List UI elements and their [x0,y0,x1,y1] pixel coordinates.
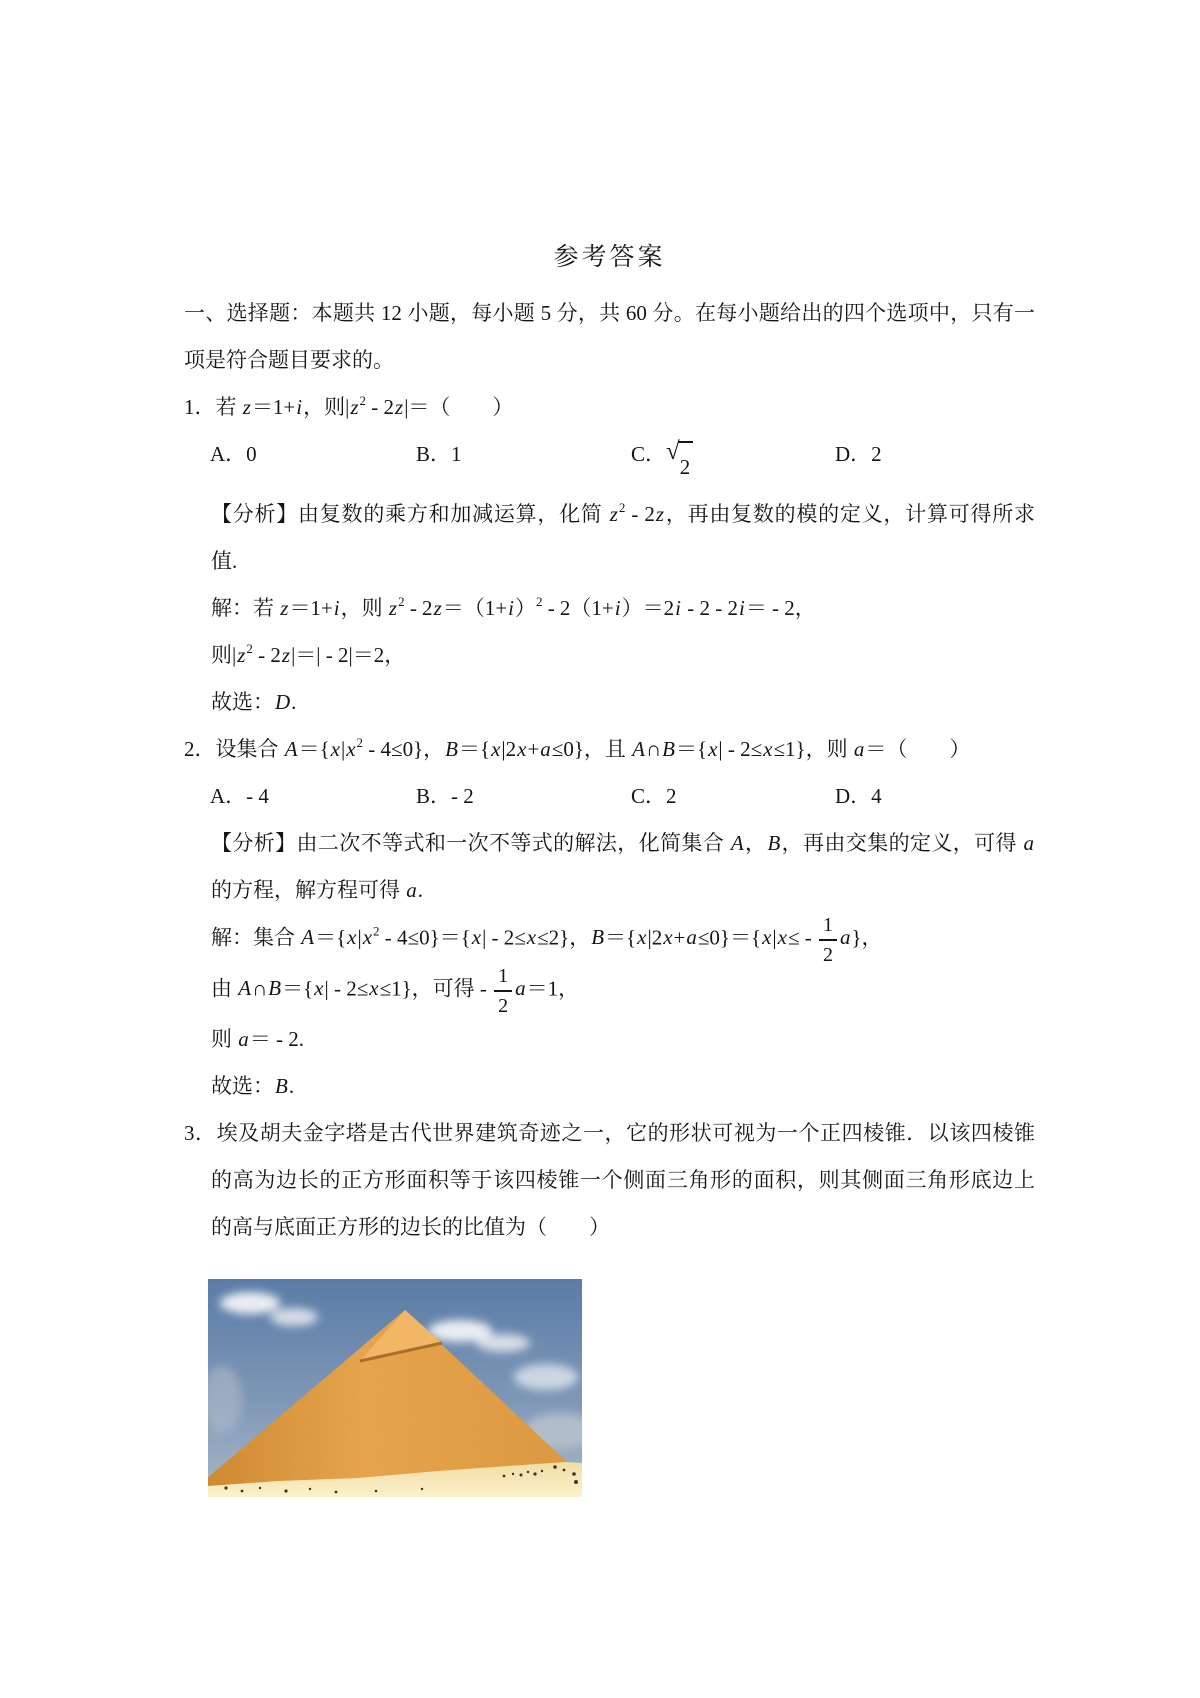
section-heading-cont: 项是符合题目要求的。 [184,348,394,372]
math-variable: i [508,596,514,620]
math-variable: a [1023,831,1035,855]
math-variable: i [675,596,681,620]
fraction [494,965,512,1016]
math-variable: z [242,395,251,419]
fraction-numerator: 1 [819,914,837,941]
superscript: 2 [373,923,380,939]
superscript: 2 [618,500,626,515]
math-variable: A [632,737,645,761]
math-variable: x [471,925,482,950]
q2-solution-3: 则 a＝ - 2. [211,1027,304,1051]
option-cell: D．2 [835,442,882,466]
math-variable: a [853,737,865,761]
math-variable: a [515,976,526,1001]
math-variable: x [663,925,673,950]
math-variable: a [686,925,697,950]
radical [666,438,693,491]
math-variable: i [614,596,621,620]
math-variable: z [281,643,291,667]
math-variable: z [433,596,442,620]
q2-answer: 故选：B. [211,1074,295,1098]
section-heading: 一、选择题：本题共 12 小题，每小题 5 分，共 60 分。在每小题给出的四个选项中，只有一 [184,301,1035,325]
math-variable: i [738,596,745,620]
q1-solution-2: 则$|z^2 - 2z|=| - 2|=2$， [211,641,406,667]
fraction-numerator: 1 [494,965,512,992]
fraction-denominator: 2 [822,944,833,966]
math-variable: B [275,1074,288,1098]
option-cell: A．- 4 [210,784,269,808]
option-cell: D．4 [835,784,882,808]
q2-analysis: 【分析】由二次不等式和一次不等式的解法，化简集合 A，B，再由交集的定义，可得 a [211,831,1035,855]
q2-options [184,773,1035,820]
math-variable: a [406,878,417,902]
q1-answer: 故选：D. [211,690,297,714]
q3-stem-cont-2: 的高与底面正方形的边长的比值为（ ） [211,1215,610,1239]
radical-sign-icon: √ [666,438,680,465]
radicand: 2 [678,441,694,491]
math-variable: B [662,737,675,761]
math-variable: B [767,831,781,855]
option-cell: B．- 2 [416,784,474,808]
math-variable: x [708,737,718,761]
q1-solution-1: 解：若 z＝1+i，则 $z^2 - 2z=(1+i)^2 - 2(1+i)=2i - 2 - 2i= - 2$， [211,594,816,620]
q1-stem: 1．若 z＝1+i，则$|z^2 - 2z|=$（ ） [184,393,514,419]
q2-analysis-cont: 的方程，解方程可得 a. [211,878,423,902]
math-variable: x [517,737,527,761]
superscript: 2 [359,393,367,408]
q1-analysis: 【分析】由复数的乘方和加减运算，化简 $z^2 - 2z$，再由复数的模的定义，计算可得所求 [211,500,1035,526]
q1-options [184,431,1035,491]
math-variable: x [762,925,772,950]
math-variable: A [730,831,744,855]
q3-stem: 3．埃及胡夫金字塔是古代世界建筑奇迹之一，它的形状可视为一个正四棱锥．以该四棱锥 [184,1121,1035,1145]
math-variable: A [301,925,315,950]
math-variable: B [268,976,282,1001]
q3-stem-cont-1: 的高为边长的正方形面积等于该四棱锥一个侧面三角形的面积，则其侧面三角形底边上 [211,1168,1035,1192]
math-variable: x [637,925,647,950]
q2-stem: 2．设集合 $A=\{x|x^2 - 4\le 0\}$，B＝{x|2x+a≤0}，且 A∩B＝{x| - 2≤x≤1}，则 a＝（ ） [184,735,971,761]
option-cell: C．2 [631,784,677,808]
math-variable: x [314,976,324,1001]
fraction-denominator: 2 [498,995,509,1017]
superscript: 2 [246,641,253,656]
q1-analysis-cont: 值. [211,549,238,573]
math-variable: x [346,737,356,761]
math-variable: a [839,925,851,950]
math-variable: x [347,925,357,950]
q2-solution-1: 解：集合 $A=\{x|x^2 - 4\le 0\}=\{x| - 2\le x\le 2\}$，B＝{x|2x+a≤0}＝{x|x≤ - $\frac{1}{2}$ a}， [211,914,883,966]
math-variable: x [369,976,379,1001]
math-variable: x [362,925,373,950]
math-variable: A [284,737,298,761]
math-variable: B [591,925,605,950]
math-variable: z [609,502,618,526]
superscript: 2 [535,594,543,609]
math-variable: z [395,395,404,419]
math-variable: B [445,737,458,761]
math-variable: a [540,737,551,761]
pyramid-photo [208,1279,582,1497]
option-cell: C． √ 2 [631,431,835,491]
math-variable: a [238,1027,249,1051]
math-variable: i [296,395,303,419]
math-variable: x [491,737,501,761]
math-variable: z [655,502,665,526]
math-variable: z [388,596,398,620]
q2-solution-2: 由 A∩B＝{x| - 2≤x≤1}，可得 - $\frac{1}{2}$ a＝1， [211,965,580,1017]
math-variable: A [238,976,252,1001]
superscript: 2 [398,594,405,609]
page-title: 参考答案 [553,244,666,271]
superscript: 2 [356,735,364,750]
math-variable: z [280,596,289,620]
math-variable: x [330,737,340,761]
math-variable: i [333,596,340,620]
math-variable: D [275,690,291,714]
math-variable: x [777,925,787,950]
option-cell: B．1 [416,442,462,466]
math-variable: x [763,737,773,761]
option-cell: A．0 [210,442,257,466]
math-variable: x [526,925,537,950]
math-variable: z [237,643,246,667]
fraction [819,914,837,965]
math-variable: z [350,395,359,419]
